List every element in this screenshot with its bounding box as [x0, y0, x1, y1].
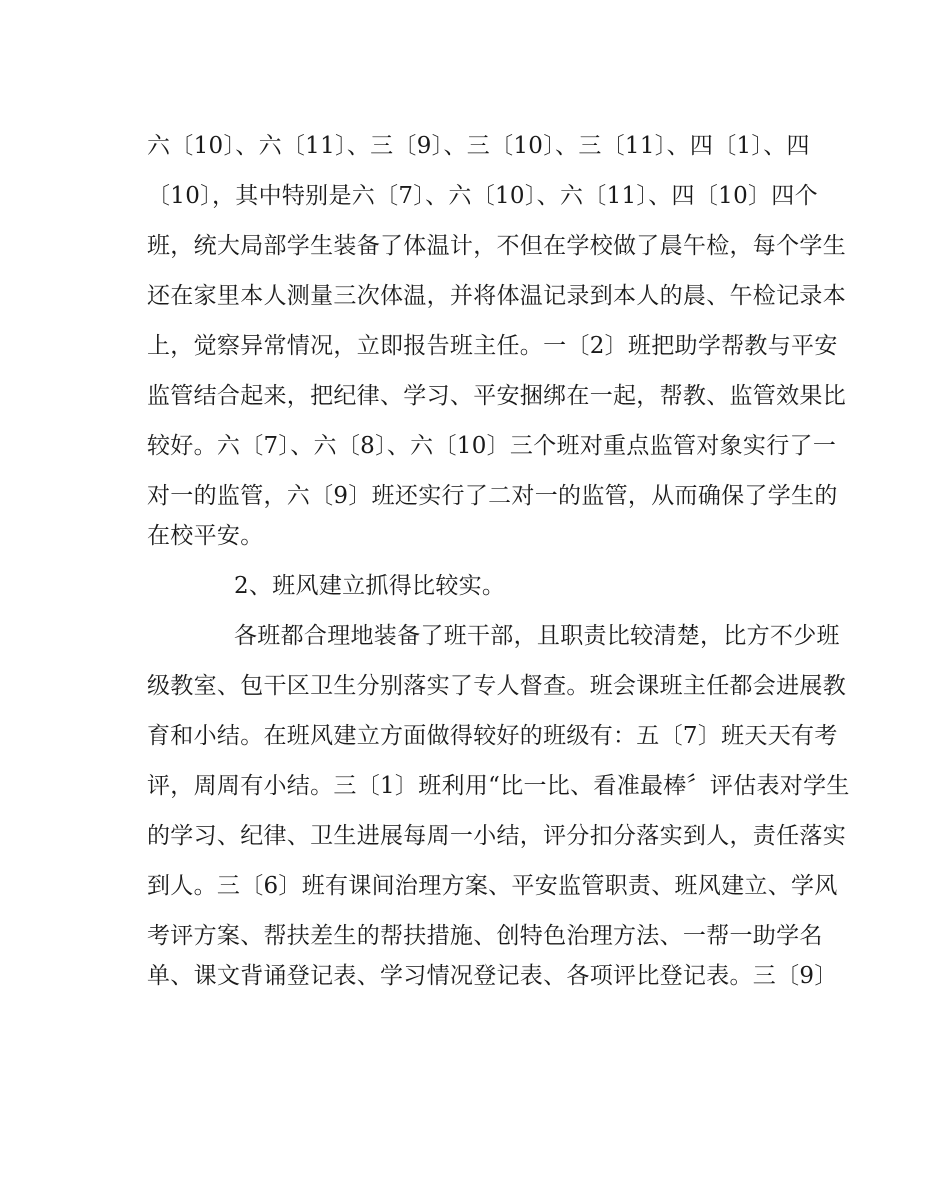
text-line: 六〔10〕、六〔11〕、三〔9〕、三〔10〕、三〔11〕、四〔1〕、四	[147, 133, 810, 159]
section-heading: 2、班风建立抓得比较实。	[234, 573, 506, 599]
text-line: 班，统大局部学生装备了体温计，不但在学校做了晨午检，每个学生	[147, 233, 846, 259]
text-line: 较好。六〔7〕、六〔8〕、六〔10〕三个班对重点监管对象实行了一	[147, 433, 837, 459]
text-line: 对一的监管，六〔9〕班还实行了二对一的监管，从而确保了学生的	[147, 483, 838, 509]
text-line: 〔10〕，其中特别是六〔7〕、六〔10〕、六〔11〕、四〔10〕四个	[147, 183, 818, 209]
text-line: 评，周周有小结。三〔1〕班利用“比一比、看准最棒〞评估表对学生	[147, 773, 850, 799]
text-line: 在校平安。	[147, 523, 264, 549]
text-line: 单、课文背诵登记表、学习情况登记表、各项评比登记表。三〔9〕	[147, 963, 838, 989]
text-line: 上，觉察异常情况，立即报告班主任。一〔2〕班把助学帮教与平安	[147, 333, 838, 359]
text-line: 级教室、包干区卫生分别落实了专人督查。班会课班主任都会进展教	[147, 673, 846, 699]
paragraph-first-line: 各班都合理地装备了班干部，且职责比较清楚，比方不少班	[234, 623, 840, 649]
text-line: 考评方案、帮扶差生的帮扶措施、创特色治理方法、一帮一助学名	[147, 923, 823, 949]
text-line: 监管结合起来，把纪律、学习、平安捆绑在一起，帮教、监管效果比	[147, 383, 846, 409]
text-line: 育和小结。在班风建立方面做得较好的班级有：五〔7〕班天天有考	[147, 723, 838, 749]
text-line: 的学习、纪律、卫生进展每周一小结，评分扣分落实到人，责任落实	[147, 823, 846, 849]
text-line: 还在家里本人测量三次体温，并将体温记录到本人的晨、午检记录本	[147, 283, 846, 309]
text-line: 到人。三〔6〕班有课间治理方案、平安监管职责、班风建立、学风	[147, 873, 838, 899]
